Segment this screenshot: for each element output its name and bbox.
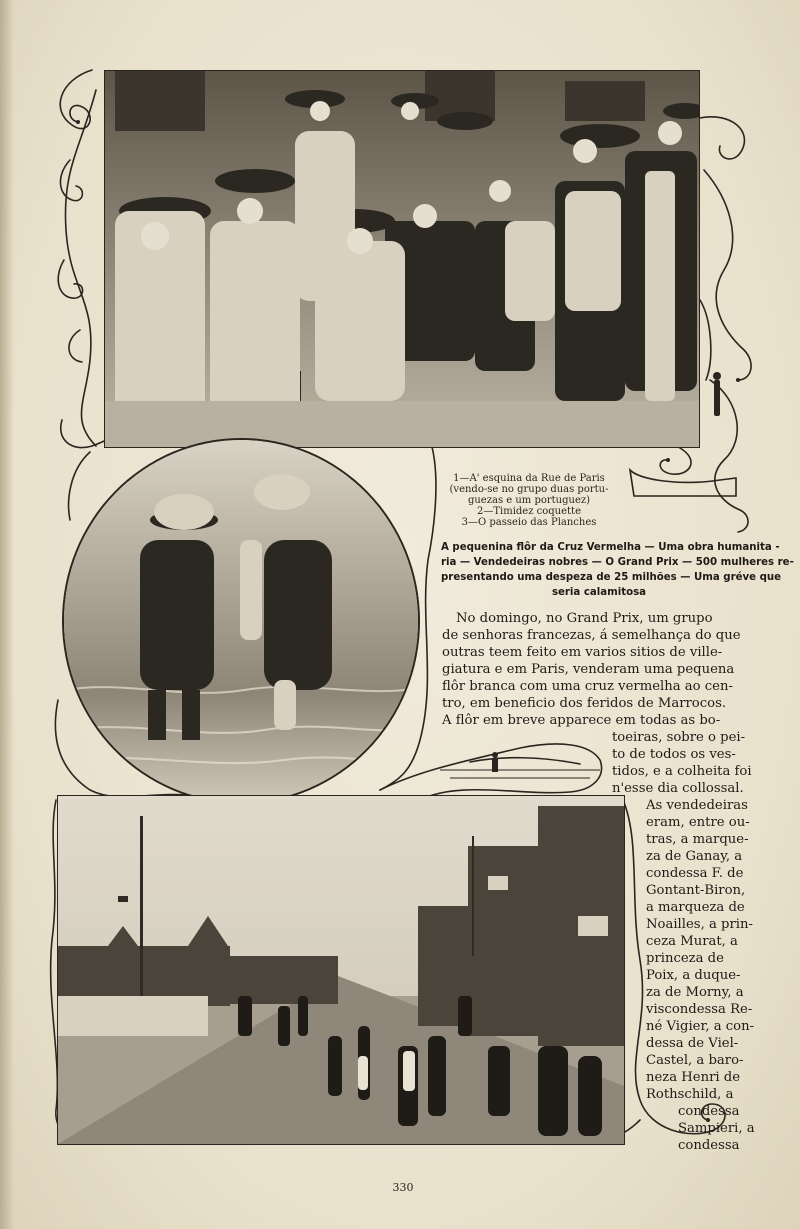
article-line: toeiras, sobre o pei- bbox=[612, 730, 746, 745]
article-line: né Vigier, a con- bbox=[646, 1019, 755, 1034]
caption-line: (vendo-se no grupo duas portu- bbox=[449, 484, 609, 495]
article-line: dessa de Viel- bbox=[646, 1036, 739, 1051]
article-line: Gontant-Biron, bbox=[646, 883, 746, 898]
caption-line: 1—A' esquina da Rue de Paris bbox=[453, 473, 605, 484]
article-line: condessa F. de bbox=[646, 866, 744, 881]
article-line: za de Morny, a bbox=[646, 985, 744, 1000]
article-line: flôr branca com uma cruz vermelha ao cen- bbox=[442, 679, 733, 694]
article-line: eram, entre ou- bbox=[646, 815, 750, 830]
article-line: ceza Murat, a bbox=[646, 934, 738, 949]
summary-line: ria — Vendedeiras nobres — O Grand Prix — 500 mulheres re- bbox=[441, 557, 794, 568]
article-line: A flôr em breve apparece em todas as bo- bbox=[442, 713, 721, 728]
article-line: Castel, a baro- bbox=[646, 1053, 744, 1068]
article-line: n'esse dia collossal. bbox=[612, 781, 744, 796]
figure-caption bbox=[434, 473, 624, 528]
article-line: tras, a marque- bbox=[646, 832, 749, 847]
caption-line: 3—O passeio das Planches bbox=[461, 517, 597, 528]
article-line: giatura e em Paris, venderam uma pequena bbox=[442, 662, 735, 677]
summary-line: A pequenina flôr da Cruz Vermelha — Uma obra humanita - bbox=[441, 542, 780, 553]
caption-line: guezas e um portuguez) bbox=[467, 495, 591, 506]
photo-rue-de-paris-group bbox=[104, 70, 700, 448]
article-line: Sampieri, a bbox=[678, 1121, 755, 1136]
photo-passeio-das-planches bbox=[57, 795, 625, 1145]
caption-line: 2—Timidez coquette bbox=[476, 506, 581, 517]
article-line: viscondessa Re- bbox=[646, 1002, 753, 1017]
photo-timidez-coquette bbox=[62, 438, 420, 804]
article-line: outras teem feito em varios sitios de ville- bbox=[442, 645, 723, 660]
article-line: princeza de bbox=[646, 951, 724, 966]
article-summary bbox=[441, 540, 794, 600]
article-line: za de Ganay, a bbox=[646, 849, 743, 864]
article-line: condessa bbox=[678, 1104, 740, 1119]
article-line: tro, em beneficio dos feridos de Marrocos. bbox=[442, 696, 727, 711]
article-line: to de todos os ves- bbox=[612, 747, 736, 762]
article-line: neza Henri de bbox=[646, 1070, 741, 1085]
article-line: Poix, a duque- bbox=[646, 968, 741, 983]
summary-line: presentando uma despeza de 25 milhões — Uma gréve que bbox=[441, 572, 782, 583]
page-number: 330 bbox=[392, 1181, 414, 1194]
article-line: As vendedeiras bbox=[646, 798, 748, 813]
summary-line: seria calamitosa bbox=[551, 587, 647, 598]
article-line: a marqueza de bbox=[646, 900, 745, 915]
article-line: tidos, e a colheita foi bbox=[612, 764, 752, 779]
article-line: condessa bbox=[678, 1138, 740, 1153]
article-line: Rothschild, a bbox=[646, 1087, 734, 1102]
article-line: de senhoras francezas, á semelhança do que bbox=[442, 628, 741, 643]
article-line: No domingo, no Grand Prix, um grupo bbox=[456, 611, 713, 626]
article-line: Noailles, a prin- bbox=[646, 917, 753, 932]
